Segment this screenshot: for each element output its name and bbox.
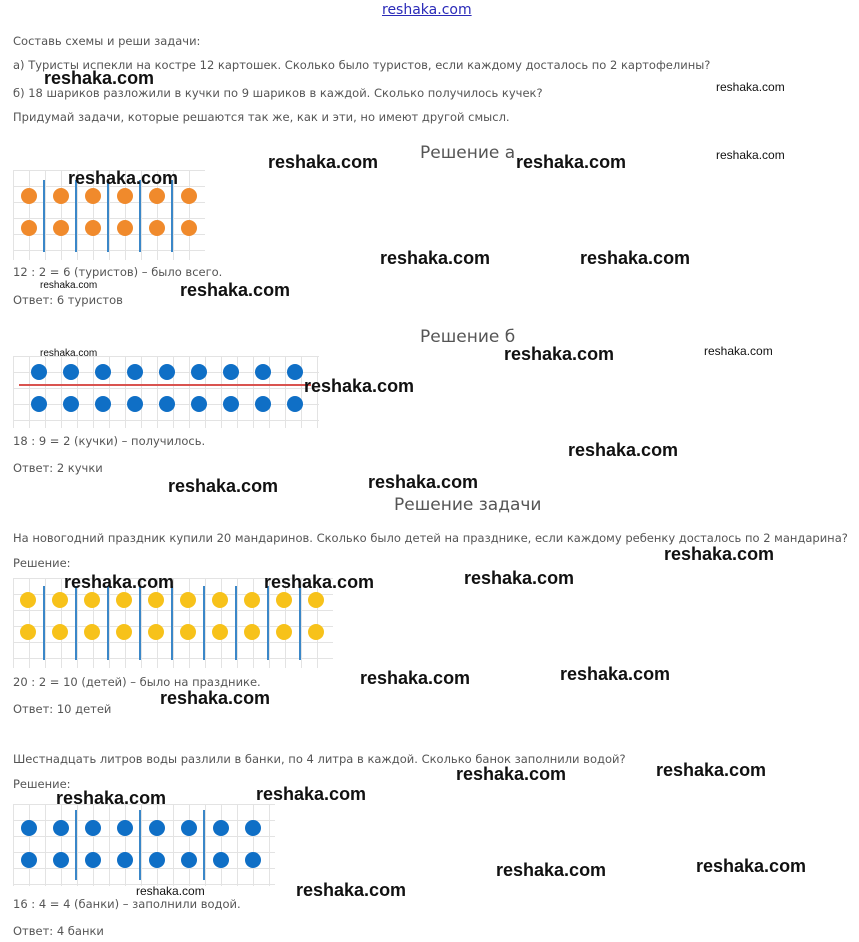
task-c-solution-label: Решение: bbox=[13, 556, 71, 570]
ball-dot bbox=[159, 364, 175, 380]
liter-dot bbox=[21, 820, 37, 836]
watermark: reshaka.com bbox=[456, 764, 567, 784]
liter-dot bbox=[181, 852, 197, 868]
task-b-text: б) 18 шариков разложили в кучки по 9 шариков в каждой. Сколько получилось кучек? bbox=[13, 86, 543, 100]
ball-dot bbox=[223, 396, 239, 412]
watermark: reshaka.com bbox=[168, 476, 279, 496]
solution-a-answer: Ответ: 6 туристов bbox=[13, 293, 123, 307]
watermark: reshaka.com bbox=[56, 788, 167, 808]
task-intro: Составь схемы и реши задачи: bbox=[13, 34, 201, 48]
liter-dot bbox=[245, 852, 261, 868]
watermark: reshaka.com bbox=[560, 664, 671, 684]
potato-dot bbox=[21, 220, 37, 236]
task-a-text: а) Туристы испекли на костре 12 картошек. Сколько было туристов, если каждому досталось по 2 картофелины? bbox=[13, 58, 711, 72]
ball-dot bbox=[287, 364, 303, 380]
tangerine-dot bbox=[308, 592, 324, 608]
watermark: reshaka.com bbox=[580, 248, 691, 268]
watermark: reshaka.com bbox=[496, 860, 607, 880]
task-d-answer: Ответ: 4 банки bbox=[13, 924, 104, 938]
scheme-a-divider bbox=[43, 180, 45, 252]
potato-dot bbox=[149, 220, 165, 236]
ball-dot bbox=[31, 396, 47, 412]
ball-dot bbox=[127, 396, 143, 412]
tasks-heading: Решение задачи bbox=[394, 495, 542, 515]
liter-dot bbox=[85, 820, 101, 836]
scheme-d-divider bbox=[75, 810, 77, 880]
watermark: reshaka.com bbox=[568, 440, 679, 460]
watermark: reshaka.com bbox=[304, 376, 415, 396]
tangerine-dot bbox=[308, 624, 324, 640]
scheme-c-divider bbox=[43, 586, 45, 660]
ball-dot bbox=[287, 396, 303, 412]
potato-dot bbox=[181, 220, 197, 236]
ball-dot bbox=[95, 396, 111, 412]
tangerine-dot bbox=[148, 592, 164, 608]
ball-dot bbox=[95, 364, 111, 380]
watermark: reshaka.com bbox=[264, 572, 375, 592]
tangerine-dot bbox=[244, 624, 260, 640]
ball-dot bbox=[31, 364, 47, 380]
solution-a-heading: Решение а bbox=[420, 143, 516, 163]
task-c-equation: 20 : 2 = 10 (детей) – было на празднике. bbox=[13, 675, 261, 689]
scheme-a-divider bbox=[75, 180, 77, 252]
liter-dot bbox=[213, 820, 229, 836]
scheme-c-divider bbox=[203, 586, 205, 660]
watermark: reshaka.com bbox=[68, 168, 179, 188]
ball-dot bbox=[255, 364, 271, 380]
ball-dot bbox=[223, 364, 239, 380]
solution-b-heading: Решение б bbox=[420, 327, 516, 347]
potato-dot bbox=[53, 188, 69, 204]
watermark: reshaka.com bbox=[464, 568, 575, 588]
tangerine-dot bbox=[84, 624, 100, 640]
solution-b-equation: 18 : 9 = 2 (кучки) – получилось. bbox=[13, 434, 206, 448]
scheme-d bbox=[13, 804, 275, 886]
watermark: reshaka.com bbox=[664, 544, 775, 564]
tangerine-dot bbox=[180, 624, 196, 640]
scheme-b bbox=[13, 356, 319, 428]
watermark: reshaka.com bbox=[380, 248, 491, 268]
scheme-a-divider bbox=[139, 180, 141, 252]
watermark: reshaka.com bbox=[704, 344, 773, 358]
tangerine-dot bbox=[212, 624, 228, 640]
scheme-c-divider bbox=[139, 586, 141, 660]
scheme-b-divider bbox=[19, 384, 311, 386]
task-c-answer: Ответ: 10 детей bbox=[13, 702, 112, 716]
watermark: reshaka.com bbox=[268, 152, 379, 172]
watermark: reshaka.com bbox=[64, 572, 175, 592]
watermark: reshaka.com bbox=[716, 80, 785, 94]
scheme-c-divider bbox=[235, 586, 237, 660]
tangerine-dot bbox=[180, 592, 196, 608]
tangerine-dot bbox=[52, 592, 68, 608]
scheme-d-divider bbox=[139, 810, 141, 880]
potato-dot bbox=[85, 188, 101, 204]
tangerine-dot bbox=[52, 624, 68, 640]
tangerine-dot bbox=[276, 624, 292, 640]
liter-dot bbox=[149, 852, 165, 868]
ball-dot bbox=[191, 364, 207, 380]
liter-dot bbox=[181, 820, 197, 836]
ball-dot bbox=[159, 396, 175, 412]
scheme-c-divider bbox=[171, 586, 173, 660]
liter-dot bbox=[213, 852, 229, 868]
liter-dot bbox=[245, 820, 261, 836]
tangerine-dot bbox=[148, 624, 164, 640]
scheme-c-divider bbox=[107, 586, 109, 660]
tangerine-dot bbox=[212, 592, 228, 608]
potato-dot bbox=[21, 188, 37, 204]
ball-dot bbox=[255, 396, 271, 412]
scheme-c-divider bbox=[75, 586, 77, 660]
liter-dot bbox=[21, 852, 37, 868]
watermark: reshaka.com bbox=[368, 472, 479, 492]
tangerine-dot bbox=[116, 624, 132, 640]
liter-dot bbox=[85, 852, 101, 868]
watermark: reshaka.com bbox=[180, 280, 291, 300]
tangerine-dot bbox=[84, 592, 100, 608]
task-d-solution-label: Решение: bbox=[13, 777, 71, 791]
potato-dot bbox=[181, 188, 197, 204]
scheme-d-divider bbox=[203, 810, 205, 880]
site-link[interactable]: reshaka.com bbox=[382, 2, 472, 18]
potato-dot bbox=[149, 188, 165, 204]
watermark: reshaka.com bbox=[40, 348, 98, 359]
ball-dot bbox=[63, 396, 79, 412]
liter-dot bbox=[117, 820, 133, 836]
potato-dot bbox=[53, 220, 69, 236]
task-invent-text: Придумай задачи, которые решаются так же, как и эти, но имеют другой смысл. bbox=[13, 110, 510, 124]
watermark: reshaka.com bbox=[40, 280, 98, 291]
liter-dot bbox=[149, 820, 165, 836]
liter-dot bbox=[53, 852, 69, 868]
scheme-c-divider bbox=[267, 586, 269, 660]
tangerine-dot bbox=[20, 592, 36, 608]
tangerine-dot bbox=[20, 624, 36, 640]
scheme-c-divider bbox=[299, 586, 301, 660]
watermark: reshaka.com bbox=[256, 784, 367, 804]
solution-a-equation: 12 : 2 = 6 (туристов) – было всего. bbox=[13, 265, 223, 279]
watermark: reshaka.com bbox=[504, 344, 615, 364]
watermark: reshaka.com bbox=[716, 148, 785, 162]
ball-dot bbox=[63, 364, 79, 380]
watermark: reshaka.com bbox=[296, 880, 407, 900]
watermark: reshaka.com bbox=[656, 760, 767, 780]
tangerine-dot bbox=[276, 592, 292, 608]
watermark: reshaka.com bbox=[360, 668, 471, 688]
watermark: reshaka.com bbox=[136, 884, 205, 898]
watermark: reshaka.com bbox=[516, 152, 627, 172]
potato-dot bbox=[117, 220, 133, 236]
scheme-a-divider bbox=[107, 180, 109, 252]
potato-dot bbox=[117, 188, 133, 204]
scheme-a-divider bbox=[171, 180, 173, 252]
task-c-text: На новогодний праздник купили 20 мандаринов. Сколько было детей на празднике, если каждому ребенку досталось по 2 мандарина? bbox=[13, 531, 848, 545]
liter-dot bbox=[117, 852, 133, 868]
watermark: reshaka.com bbox=[44, 68, 155, 88]
watermark: reshaka.com bbox=[160, 688, 271, 708]
ball-dot bbox=[127, 364, 143, 380]
tangerine-dot bbox=[116, 592, 132, 608]
solution-b-answer: Ответ: 2 кучки bbox=[13, 461, 103, 475]
ball-dot bbox=[191, 396, 207, 412]
liter-dot bbox=[53, 820, 69, 836]
potato-dot bbox=[85, 220, 101, 236]
tangerine-dot bbox=[244, 592, 260, 608]
task-d-equation: 16 : 4 = 4 (банки) – заполнили водой. bbox=[13, 897, 241, 911]
task-d-text: Шестнадцать литров воды разлили в банки, по 4 литра в каждой. Сколько банок заполнили водой? bbox=[13, 752, 626, 766]
watermark: reshaka.com bbox=[696, 856, 807, 876]
